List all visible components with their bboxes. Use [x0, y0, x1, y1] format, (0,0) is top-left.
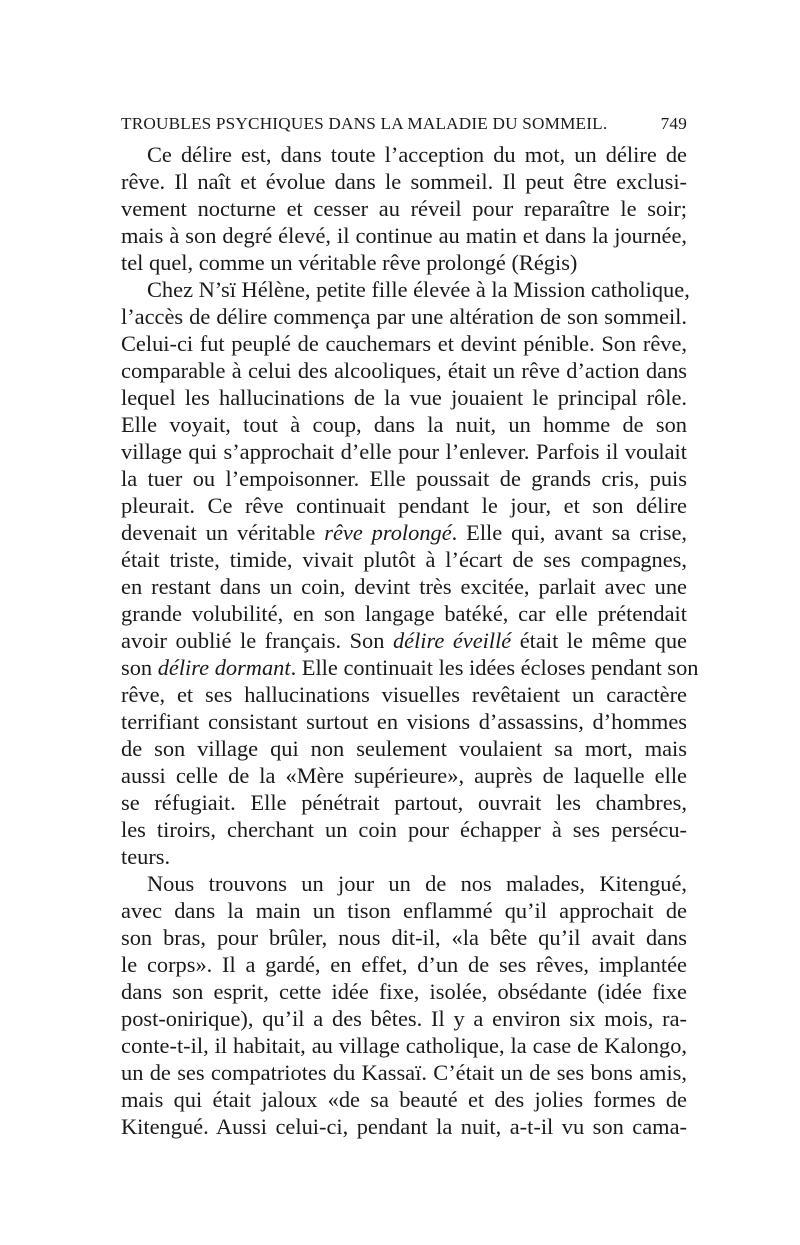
running-title: TROUBLES PSYCHIQUES DANS LA MALADIE DU SOMMEIL.: [121, 114, 608, 133]
page-number: 749: [660, 114, 687, 133]
text-run: un de ses compatriotes du Kassaï. C’était un de ses bons amis,: [121, 1060, 687, 1085]
running-header: [121, 112, 687, 136]
text-run: Ce délire est, dans toute l’acception du mot, un délire de: [147, 142, 687, 167]
text-line: [121, 978, 687, 1005]
text-line: [121, 411, 687, 438]
text-line: [121, 1086, 687, 1113]
text-run: avec dans la main un tison enflammé qu’il approchait de: [121, 898, 687, 923]
text-line: [121, 708, 687, 735]
text-run: rêve, et ses hallucinations visuelles revêtaient un caractère: [121, 682, 687, 707]
text-run: village qui s’approchait d’elle pour l’enlever. Parfois il voulait: [121, 439, 687, 464]
text-line: [121, 384, 687, 411]
text-line: [121, 600, 687, 627]
text-line: [121, 465, 687, 492]
text-line: [121, 735, 687, 762]
italic-phrase: rêve prolongé: [324, 520, 452, 545]
text-run: teurs.: [121, 844, 171, 869]
text-run: rêve. Il naît et évolue dans le sommeil. Il peut être exclusi-: [121, 169, 687, 194]
text-line: [121, 438, 687, 465]
text-line: [121, 249, 687, 276]
text-line: [121, 897, 687, 924]
text-line: [121, 924, 687, 951]
text-line: [121, 816, 687, 843]
text-line: [121, 303, 687, 330]
text-run: mais à son degré élevé, il continue au matin et dans la journée,: [121, 223, 687, 248]
text-line: [121, 330, 687, 357]
text-run: Celui-ci fut peuplé de cauchemars et devint pénible. Son rêve,: [121, 331, 687, 356]
text-run: son bras, pour brûler, nous dit-il, «la bête qu’il avait dans: [121, 925, 687, 950]
text-run: l’accès de délire commença par une altération de son sommeil.: [121, 304, 687, 329]
text-run: Nous trouvons un jour un de nos malades, Kitengué,: [147, 871, 687, 896]
text-line: [121, 870, 687, 897]
italic-phrase: délire dormant: [157, 655, 291, 680]
text-run: avoir oublié le français. Son: [121, 628, 393, 653]
text-run: aussi celle de la «Mère supérieure», auprès de laquelle elle: [121, 763, 687, 788]
text-run: lequel les hallucinations de la vue jouaient le principal rôle.: [121, 385, 687, 410]
text-run: . Elle qui, avant sa crise,: [451, 520, 687, 545]
paragraph: [121, 870, 687, 1140]
text-run: était le même que: [511, 628, 687, 653]
text-line: [121, 1005, 687, 1032]
text-run: de son village qui non seulement voulaient sa mort, mais: [121, 736, 687, 761]
body-text: [121, 141, 699, 1140]
text-line: [121, 357, 687, 384]
text-line: [121, 519, 687, 546]
text-line: [121, 681, 687, 708]
text-line: [121, 276, 690, 303]
book-page: [121, 112, 699, 1140]
text-line: [121, 573, 687, 600]
text-line: [121, 1113, 687, 1140]
text-run: terrifiant consistant surtout en visions d’assassins, d’hommes: [121, 709, 687, 734]
text-line: [121, 168, 687, 195]
text-run: en restant dans un coin, devint très excitée, parlait avec une: [121, 574, 687, 599]
text-line: [121, 546, 687, 573]
text-run: post-onirique), qu’il a des bêtes. Il y a environ six mois, ra-: [121, 1006, 687, 1031]
text-run: pleurait. Ce rêve continuait pendant le jour, et son délire: [121, 493, 687, 518]
text-run: tel quel, comme un véritable rêve prolongé (Régis): [121, 250, 578, 275]
text-run: devenait un véritable: [121, 520, 325, 545]
text-line: [121, 141, 687, 168]
text-run: le corps». Il a gardé, en effet, d’un de ses rêves, implantée: [121, 952, 687, 977]
text-run: comparable à celui des alcooliques, était un rêve d’action dans: [121, 358, 687, 383]
text-line: [121, 762, 687, 789]
text-line: [121, 951, 687, 978]
italic-phrase: délire éveillé: [392, 628, 512, 653]
text-line: [121, 1059, 687, 1086]
text-run: mais qui était jaloux «de sa beauté et des jolies formes de: [121, 1087, 687, 1112]
text-run: son: [121, 655, 158, 680]
paragraph: [121, 141, 687, 276]
text-line: [121, 654, 699, 681]
text-run: grande volubilité, en son langage batéké, car elle prétendait: [121, 601, 687, 626]
text-run: Kitengué. Aussi celui-ci, pendant la nuit, a-t-il vu son cama-: [121, 1114, 687, 1139]
text-run: les tiroirs, cherchant un coin pour échapper à ses persécu-: [121, 817, 687, 842]
text-run: vement nocturne et cesser au réveil pour reparaître le soir;: [121, 196, 687, 221]
text-line: [121, 1032, 687, 1059]
text-line: [121, 492, 687, 519]
text-line: [121, 789, 687, 816]
text-run: conte-t-il, il habitait, au village catholique, la case de Kalongo,: [121, 1033, 687, 1058]
paragraph: [121, 276, 699, 870]
text-run: se réfugiait. Elle pénétrait partout, ouvrait les chambres,: [121, 790, 687, 815]
text-run: . Elle continuait les idées écloses pendant son: [290, 655, 699, 680]
text-run: Chez N’sï Hélène, petite fille élevée à la Mission catholique,: [147, 277, 690, 302]
text-run: la tuer ou l’empoisonner. Elle poussait de grands cris, puis: [121, 466, 687, 491]
text-line: [121, 222, 687, 249]
text-line: [121, 627, 687, 654]
text-run: était triste, timide, vivait plutôt à l’écart de ses compagnes,: [121, 547, 687, 572]
text-line: [121, 195, 687, 222]
text-run: dans son esprit, cette idée fixe, isolée, obsédante (idée fixe: [121, 979, 687, 1004]
text-line: [121, 843, 687, 870]
text-run: Elle voyait, tout à coup, dans la nuit, un homme de son: [121, 412, 687, 437]
